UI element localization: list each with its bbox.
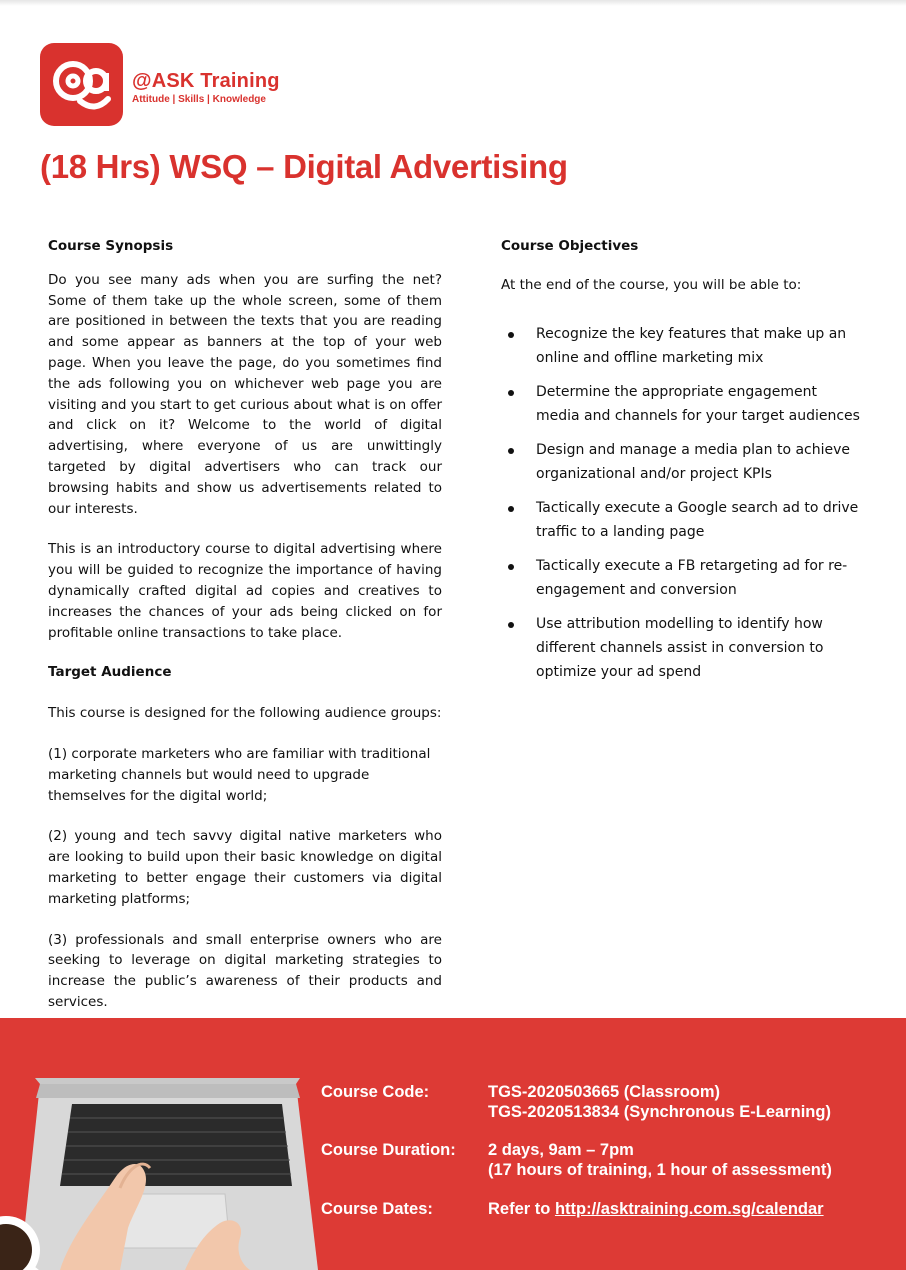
course-dates-value: [488, 1199, 824, 1219]
ask-logo-icon: [40, 43, 123, 126]
objective-text: Design and manage a media plan to achieve organizational and/or project KPIs: [536, 441, 851, 482]
objective-item: [501, 554, 861, 602]
synopsis-paragraph-1: Do you see many ads when you are surfing the net? Some of them take up the whole screen, some of them are positioned in between the texts that you are reading and some appear as banners at the top of your web page. When you leave the page, do you sometimes find the ads following you on whichever web page you are visiting and you start to get curious about what is on offer and click on it? Welcome to the world of digital advertising, where everyone of us are unwittingly targeted by digital advertisers who can track our browsing habits and show us advertisements related to our interests.: [48, 271, 442, 517]
audience-group-1: (1) corporate marketers who are familiar with traditional marketing channels but would need to upgrade themselves for the digital world;: [48, 745, 431, 804]
bullet-icon: [508, 390, 514, 396]
calendar-link[interactable]: http://asktraining.com.sg/calendar: [554, 1200, 824, 1218]
tagline-attitude: Attitude: [132, 94, 170, 105]
course-info-banner: [0, 1018, 906, 1270]
course-code-value-1: TGS-2020503665 (Classroom): [488, 1083, 721, 1101]
objectives-intro: At the end of the course, you will be able to:: [501, 276, 802, 293]
brand-tagline: Attitude | Skills | Knowledge: [132, 94, 266, 105]
course-code-label: Course Code:: [321, 1083, 430, 1101]
objective-text: Use attribution modelling to identify how different channels assist in conversion to optimize your ad spend: [536, 615, 824, 680]
synopsis-heading: Course Synopsis: [48, 238, 174, 254]
left-column: [48, 236, 442, 1013]
objective-item: [501, 496, 861, 544]
objectives-heading: Course Objectives: [501, 238, 639, 254]
right-column: [501, 236, 861, 694]
course-dates-prefix: Refer to: [488, 1200, 555, 1218]
objective-item: [501, 380, 861, 428]
objective-item: [501, 612, 861, 684]
bullet-icon: [508, 506, 514, 512]
objective-item: [501, 322, 861, 370]
objective-text: Determine the appropriate engagement media and channels for your target audiences: [536, 383, 860, 424]
audience-group-2: (2) young and tech savvy digital native marketers who are looking to build upon their basic knowledge on digital marketing to better engage their customers via digital marketing platforms;: [48, 828, 442, 907]
bullet-icon: [508, 622, 514, 628]
audience-heading: Target Audience: [48, 664, 172, 681]
synopsis-paragraph-2: This is an introductory course to digital advertising where you will be guided to recognize the importance of having dynamically crafted digital ad copies and creatives to increases the chances of your ads being clicked on for profitable online transactions to take place.: [48, 541, 442, 641]
objective-text: Recognize the key features that make up an online and offline marketing mix: [536, 325, 847, 366]
page-title: (18 Hrs) WSQ – Digital Advertising: [40, 148, 568, 185]
bullet-icon: [508, 448, 514, 454]
course-duration-label: Course Duration:: [321, 1141, 456, 1159]
laptop-hands-illustration: [0, 1018, 320, 1270]
bullet-icon: [508, 564, 514, 570]
page-top-shadow: [0, 0, 906, 6]
brand-name: @ASK Training: [132, 70, 280, 92]
objective-text: Tactically execute a FB retargeting ad for re-engagement and conversion: [536, 557, 848, 598]
objective-item: [501, 438, 861, 486]
tagline-knowledge: Knowledge: [212, 94, 266, 105]
objectives-list: [501, 322, 861, 684]
course-duration-value-2: (17 hours of training, 1 hour of assessment): [488, 1161, 832, 1179]
objective-text: Tactically execute a Google search ad to drive traffic to a landing page: [536, 499, 859, 540]
course-duration-value-1: 2 days, 9am – 7pm: [488, 1141, 634, 1159]
audience-group-3: (3) professionals and small enterprise owners who are seeking to leverage on digital marketing strategies to increase the public’s awareness of their products and services.: [48, 931, 442, 1010]
brand-block: [132, 70, 280, 106]
course-dates-label: Course Dates:: [321, 1200, 433, 1218]
audience-intro: This course is designed for the following audience groups:: [48, 705, 442, 722]
course-code-value-2: TGS-2020513834 (Synchronous E-Learning): [488, 1103, 831, 1121]
bullet-icon: [508, 332, 514, 338]
tagline-skills: Skills: [178, 94, 205, 105]
